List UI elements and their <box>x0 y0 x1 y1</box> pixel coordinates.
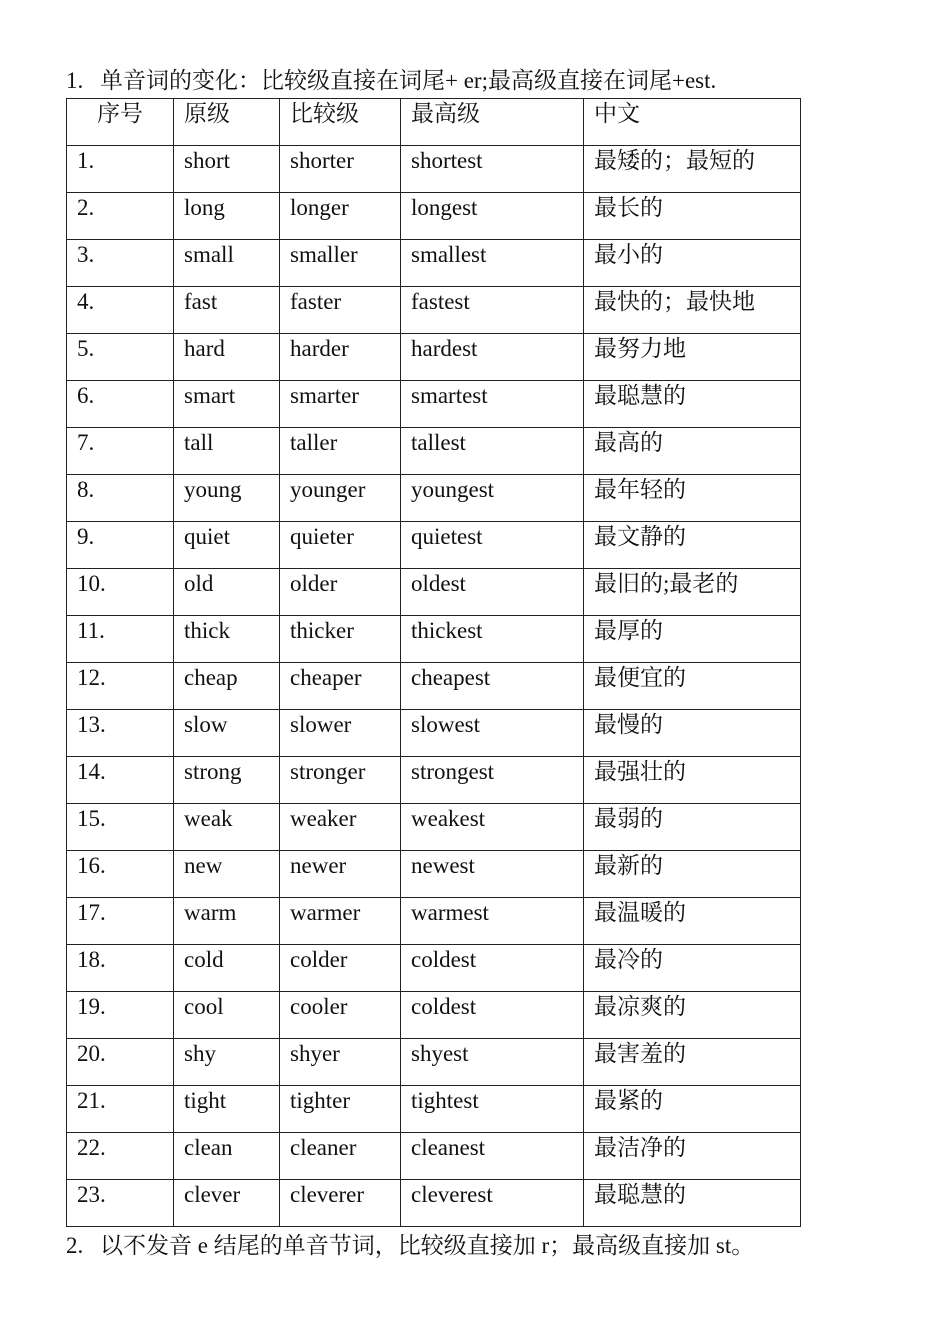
cell-chinese: 最弱的 <box>584 804 801 851</box>
table-row <box>67 898 801 945</box>
cell-positive: cool <box>174 992 280 1039</box>
table-header-row <box>67 99 801 146</box>
table-row <box>67 146 801 193</box>
table-row <box>67 1039 801 1086</box>
cell-chinese: 最凉爽的 <box>584 992 801 1039</box>
cell-chinese: 最旧的;最老的 <box>584 569 801 616</box>
cell-superlative: cleverest <box>401 1180 584 1227</box>
cell-superlative: weakest <box>401 804 584 851</box>
cell-superlative: thickest <box>401 616 584 663</box>
header-index: 序号 <box>67 99 174 146</box>
header-chinese: 中文 <box>584 99 801 146</box>
cell-index: 18. <box>67 945 174 992</box>
cell-positive: slow <box>174 710 280 757</box>
cell-superlative: oldest <box>401 569 584 616</box>
section-2-heading <box>66 1229 866 1263</box>
cell-comparative: colder <box>280 945 401 992</box>
cell-superlative: coldest <box>401 945 584 992</box>
cell-positive: quiet <box>174 522 280 569</box>
cell-index: 14. <box>67 757 174 804</box>
cell-chinese: 最长的 <box>584 193 801 240</box>
cell-comparative: faster <box>280 287 401 334</box>
table-row <box>67 616 801 663</box>
cell-comparative: warmer <box>280 898 401 945</box>
section-1-heading <box>66 64 866 98</box>
cell-index: 19. <box>67 992 174 1039</box>
cell-positive: cold <box>174 945 280 992</box>
table-row <box>67 663 801 710</box>
cell-superlative: quietest <box>401 522 584 569</box>
comparative-table <box>66 98 801 1227</box>
cell-chinese: 最害羞的 <box>584 1039 801 1086</box>
cell-positive: clever <box>174 1180 280 1227</box>
cell-chinese: 最新的 <box>584 851 801 898</box>
cell-superlative: tallest <box>401 428 584 475</box>
cell-comparative: weaker <box>280 804 401 851</box>
cell-chinese: 最努力地 <box>584 334 801 381</box>
cell-positive: tall <box>174 428 280 475</box>
table-row <box>67 522 801 569</box>
cell-chinese: 最高的 <box>584 428 801 475</box>
cell-superlative: warmest <box>401 898 584 945</box>
cell-index: 2. <box>67 193 174 240</box>
table-body <box>67 146 801 1227</box>
cell-chinese: 最温暖的 <box>584 898 801 945</box>
cell-superlative: strongest <box>401 757 584 804</box>
cell-chinese: 最聪慧的 <box>584 1180 801 1227</box>
cell-superlative: newest <box>401 851 584 898</box>
cell-chinese: 最便宜的 <box>584 663 801 710</box>
cell-comparative: slower <box>280 710 401 757</box>
cell-positive: weak <box>174 804 280 851</box>
cell-comparative: cheaper <box>280 663 401 710</box>
cell-comparative: taller <box>280 428 401 475</box>
cell-index: 6. <box>67 381 174 428</box>
cell-positive: thick <box>174 616 280 663</box>
cell-comparative: cooler <box>280 992 401 1039</box>
cell-comparative: thicker <box>280 616 401 663</box>
cell-positive: cheap <box>174 663 280 710</box>
table-row <box>67 1086 801 1133</box>
cell-index: 9. <box>67 522 174 569</box>
cell-chinese: 最年轻的 <box>584 475 801 522</box>
cell-positive: strong <box>174 757 280 804</box>
cell-comparative: older <box>280 569 401 616</box>
cell-chinese: 最文静的 <box>584 522 801 569</box>
table-row <box>67 945 801 992</box>
cell-comparative: longer <box>280 193 401 240</box>
cell-index: 16. <box>67 851 174 898</box>
cell-comparative: quieter <box>280 522 401 569</box>
cell-comparative: younger <box>280 475 401 522</box>
table-row <box>67 428 801 475</box>
table-row <box>67 757 801 804</box>
cell-comparative: shyer <box>280 1039 401 1086</box>
cell-superlative: cleanest <box>401 1133 584 1180</box>
cell-positive: smart <box>174 381 280 428</box>
cell-positive: warm <box>174 898 280 945</box>
cell-superlative: tightest <box>401 1086 584 1133</box>
table-row <box>67 287 801 334</box>
cell-index: 17. <box>67 898 174 945</box>
cell-index: 1. <box>67 146 174 193</box>
cell-chinese: 最紧的 <box>584 1086 801 1133</box>
cell-positive: shy <box>174 1039 280 1086</box>
cell-superlative: hardest <box>401 334 584 381</box>
section-1-title: 单音词的变化：比较级直接在词尾+ er;最高级直接在词尾+est. <box>100 68 717 93</box>
document-page <box>66 64 866 1263</box>
cell-chinese: 最慢的 <box>584 710 801 757</box>
cell-comparative: cleverer <box>280 1180 401 1227</box>
section-2-number: 2. <box>66 1233 84 1258</box>
cell-chinese: 最强壮的 <box>584 757 801 804</box>
cell-comparative: shorter <box>280 146 401 193</box>
cell-positive: short <box>174 146 280 193</box>
cell-comparative: harder <box>280 334 401 381</box>
cell-superlative: longest <box>401 193 584 240</box>
table-row <box>67 193 801 240</box>
table-row <box>67 334 801 381</box>
cell-comparative: smarter <box>280 381 401 428</box>
section-2-title: 以不发音 e 结尾的单音节词，比较级直接加 r；最高级直接加 st。 <box>100 1233 755 1258</box>
cell-chinese: 最聪慧的 <box>584 381 801 428</box>
header-superlative: 最高级 <box>401 99 584 146</box>
cell-positive: new <box>174 851 280 898</box>
cell-superlative: fastest <box>401 287 584 334</box>
cell-superlative: slowest <box>401 710 584 757</box>
cell-index: 15. <box>67 804 174 851</box>
cell-index: 5. <box>67 334 174 381</box>
cell-comparative: stronger <box>280 757 401 804</box>
cell-positive: long <box>174 193 280 240</box>
cell-chinese: 最洁净的 <box>584 1133 801 1180</box>
cell-superlative: coldest <box>401 992 584 1039</box>
table-row <box>67 1133 801 1180</box>
cell-positive: old <box>174 569 280 616</box>
cell-chinese: 最矮的；最短的 <box>584 146 801 193</box>
header-positive: 原级 <box>174 99 280 146</box>
cell-comparative: smaller <box>280 240 401 287</box>
cell-comparative: newer <box>280 851 401 898</box>
cell-index: 8. <box>67 475 174 522</box>
cell-chinese: 最厚的 <box>584 616 801 663</box>
cell-positive: small <box>174 240 280 287</box>
cell-index: 22. <box>67 1133 174 1180</box>
table-row <box>67 381 801 428</box>
cell-superlative: smallest <box>401 240 584 287</box>
table-row <box>67 992 801 1039</box>
cell-superlative: shyest <box>401 1039 584 1086</box>
cell-index: 21. <box>67 1086 174 1133</box>
cell-index: 20. <box>67 1039 174 1086</box>
section-1-number: 1. <box>66 68 84 93</box>
table-row <box>67 1180 801 1227</box>
table-row <box>67 475 801 522</box>
table-row <box>67 851 801 898</box>
cell-positive: hard <box>174 334 280 381</box>
cell-index: 13. <box>67 710 174 757</box>
table-row <box>67 710 801 757</box>
cell-comparative: cleaner <box>280 1133 401 1180</box>
cell-superlative: cheapest <box>401 663 584 710</box>
cell-index: 4. <box>67 287 174 334</box>
cell-chinese: 最冷的 <box>584 945 801 992</box>
cell-index: 23. <box>67 1180 174 1227</box>
header-comparative: 比较级 <box>280 99 401 146</box>
table-row <box>67 240 801 287</box>
cell-index: 11. <box>67 616 174 663</box>
table-row <box>67 804 801 851</box>
table-row <box>67 569 801 616</box>
cell-superlative: youngest <box>401 475 584 522</box>
cell-index: 10. <box>67 569 174 616</box>
cell-index: 12. <box>67 663 174 710</box>
cell-index: 7. <box>67 428 174 475</box>
cell-superlative: shortest <box>401 146 584 193</box>
cell-positive: young <box>174 475 280 522</box>
cell-chinese: 最快的；最快地 <box>584 287 801 334</box>
cell-superlative: smartest <box>401 381 584 428</box>
cell-positive: fast <box>174 287 280 334</box>
cell-comparative: tighter <box>280 1086 401 1133</box>
cell-index: 3. <box>67 240 174 287</box>
cell-positive: clean <box>174 1133 280 1180</box>
cell-chinese: 最小的 <box>584 240 801 287</box>
cell-positive: tight <box>174 1086 280 1133</box>
